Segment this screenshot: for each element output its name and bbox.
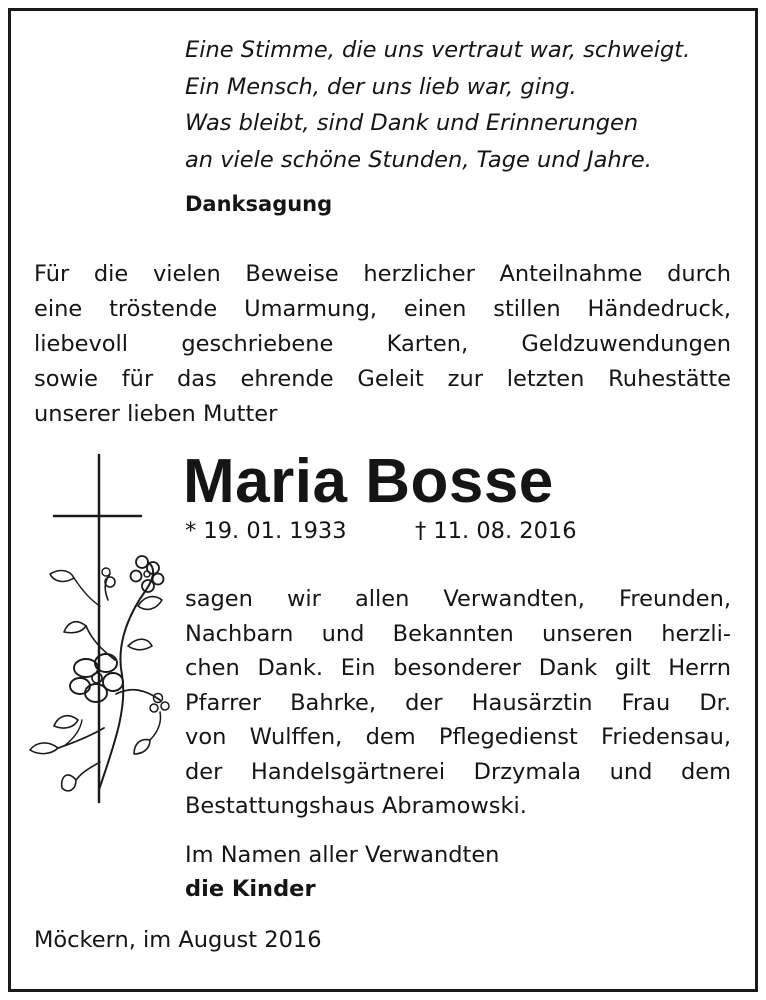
thanks-line: Bestattungshaus Abramowski. — [185, 793, 527, 819]
thanks-line: sagen wir allen Verwandten, Freunden, — [185, 586, 731, 612]
intro-line: unserer lieben Mutter — [34, 401, 278, 427]
intro-line: eine tröstende Umarmung, einen stillen Händedruck, — [34, 296, 731, 322]
thanks-line: chen Dank. Ein besonderer Dank gilt Herrn — [185, 655, 731, 681]
place-date: Möckern, im August 2016 — [34, 927, 322, 953]
intro-line: Für die vielen Beweise herzlicher Anteilnahme durch — [34, 261, 731, 287]
intro-paragraph — [34, 257, 731, 432]
thanks-paragraph — [185, 582, 731, 824]
closing-line: Im Namen aller Verwandten — [185, 842, 500, 868]
birth-date: * 19. 01. 1933 — [185, 518, 347, 544]
poem-line: Ein Mensch, der uns lieb war, ging. — [185, 73, 577, 100]
thanks-line: Nachbarn und Bekannten unseren herzli- — [185, 620, 731, 647]
poem-line: Was bleibt, sind Dank und Erinnerungen — [185, 110, 639, 136]
poem-line: Eine Stimme, die uns vertraut war, schweigt. — [185, 37, 691, 63]
intro-line: liebevoll geschriebene Karten, Geldzuwendungen — [34, 331, 731, 357]
poem — [185, 32, 690, 178]
closing-block — [185, 838, 499, 906]
heading-danksagung: Danksagung — [185, 192, 333, 216]
thanks-line: der Handelsgärtnerei Drzymala und dem — [185, 758, 731, 785]
deceased-name: Maria Bosse — [183, 447, 554, 516]
thanks-line: von Wulffen, dem Pflegedienst Friedensau, — [185, 724, 731, 750]
poem-line: an viele schöne Stunden, Tage und Jahre. — [185, 146, 652, 173]
intro-line: sowie für das ehrende Geleit zur letzten Ruhestätte — [34, 366, 731, 392]
signature: die Kinder — [185, 876, 316, 902]
cross-with-flowers-icon — [20, 450, 180, 810]
thanks-line: Pfarrer Bahrke, der Hausärztin Frau Dr. — [185, 689, 731, 716]
death-date: † 11. 08. 2016 — [415, 518, 577, 544]
